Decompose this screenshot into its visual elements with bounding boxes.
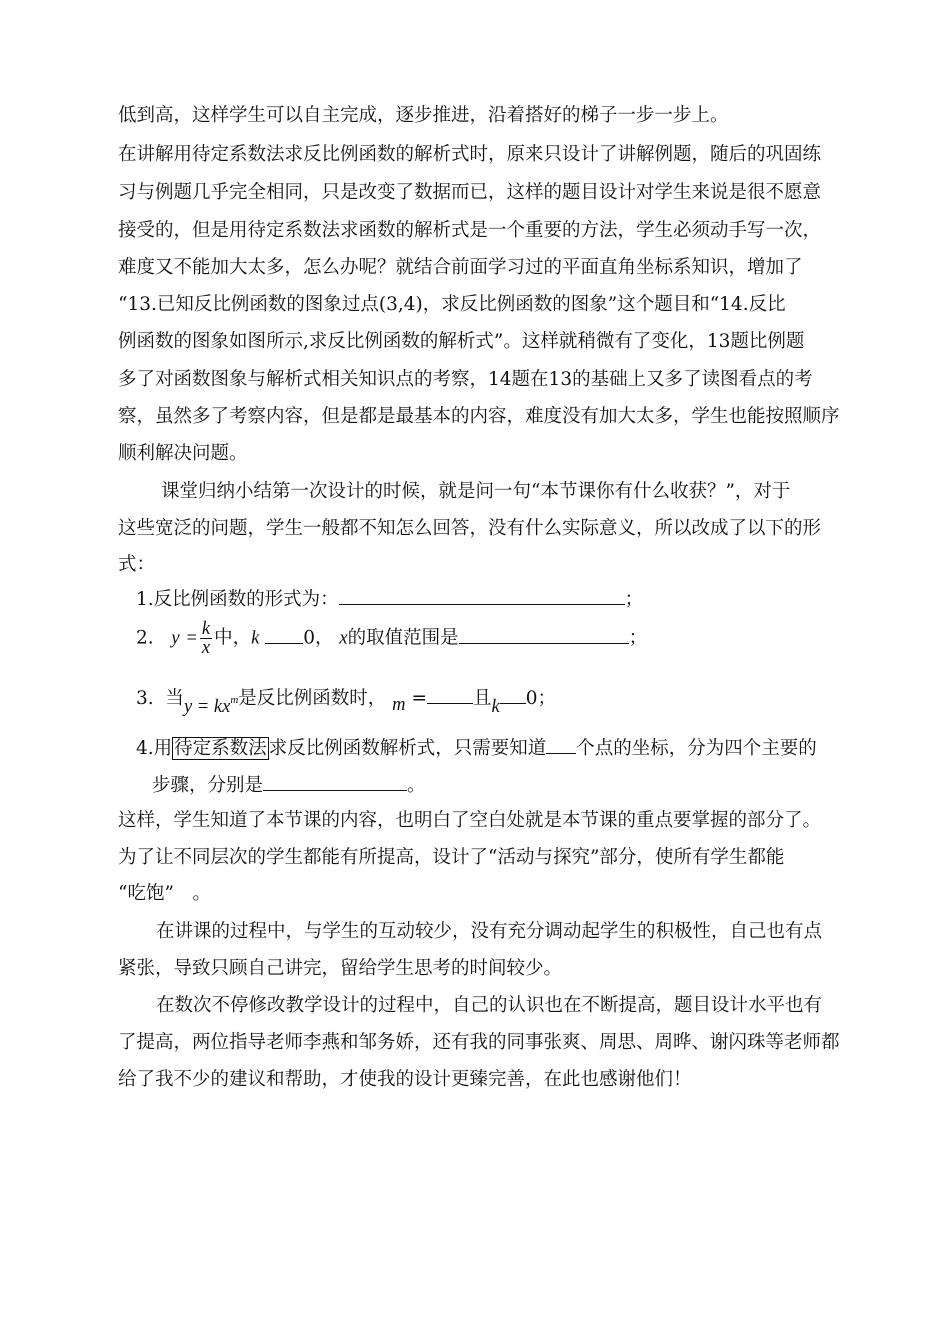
para3-line: “吃饱” 。 bbox=[118, 883, 211, 904]
math-variable-k: k bbox=[491, 697, 500, 717]
para2-line: 课堂归纳小结第一次设计的时候，就是问一句“本节课你有什么收获？”，对于 bbox=[161, 481, 791, 502]
para5-line: 给了我不少的建议和帮助，才使我的设计更臻完善，在此也感谢他们！ bbox=[118, 1069, 692, 1090]
answer-blank[interactable] bbox=[546, 735, 576, 754]
para3-line: 为了让不同层次的学生都能有所提高，设计了“活动与探究”部分，使所有学生都能 bbox=[118, 847, 785, 868]
answer-blank[interactable] bbox=[265, 625, 303, 644]
question-text: 且 bbox=[472, 688, 492, 709]
math-equals: = bbox=[185, 628, 198, 649]
question-text: 0； bbox=[525, 688, 556, 709]
punctuation: ； bbox=[624, 589, 644, 610]
answer-blank[interactable] bbox=[263, 772, 407, 791]
para2-line: 这些宽泛的问题，学生一般都不知怎么回答，没有什么实际意义，所以改成了以下的形 bbox=[118, 518, 822, 539]
question-text: 是反比例函数时， bbox=[238, 688, 387, 709]
summary-question-3 bbox=[136, 677, 556, 717]
fraction-denominator: x bbox=[201, 638, 211, 658]
question-text: 用 bbox=[153, 738, 173, 759]
para1-line: 例函数的图象如图所示,求反比例函数的解析式”。这样就稍微有了变化，13题比例题 bbox=[118, 331, 805, 352]
para1-line: 在讲解用待定系数法求反比例函数的解析式时，原来只设计了讲解例题，随后的巩固练 bbox=[118, 144, 822, 165]
question-text: 步骤，分别是 bbox=[152, 775, 264, 796]
math-variable-x: x bbox=[339, 628, 348, 649]
question-number: 3. bbox=[136, 688, 154, 709]
boxed-term: 待定系数法 bbox=[174, 738, 267, 759]
math-variable-m: m bbox=[392, 695, 406, 715]
para4-line: 在讲课的过程中，与学生的互动较少，没有充分调动起学生的积极性，自己也有点 bbox=[156, 921, 823, 942]
math-variable-y: y bbox=[171, 628, 180, 649]
punctuation: 。 bbox=[407, 775, 426, 796]
expression-exponent: m bbox=[230, 694, 239, 706]
para1-line: 顺利解决问题。 bbox=[118, 443, 248, 464]
question-number: 1. bbox=[136, 589, 154, 610]
question-text: 中， bbox=[214, 627, 252, 649]
para4-line: 紧张，导致只顾自己讲完，留给学生思考的时间较少。 bbox=[118, 958, 563, 979]
para1-line: 察，虽然多了考察内容，但是都是最基本的内容，难度没有加大太多，学生也能按照顺序 bbox=[118, 406, 840, 427]
punctuation: ； bbox=[628, 627, 648, 649]
answer-blank[interactable] bbox=[459, 625, 629, 644]
question-text: 0， bbox=[303, 627, 334, 649]
para5-line: 了提高，两位指导老师李燕和邹务娇，还有我的同事张爽、周思、周晔、谢闪珠等老师都 bbox=[118, 1032, 840, 1053]
math-variable-k: k bbox=[251, 628, 260, 649]
question-number: 2. bbox=[136, 627, 154, 649]
fraction-k-over-x bbox=[200, 620, 212, 657]
question-text: 个点的坐标，分为四个主要的 bbox=[576, 738, 817, 759]
summary-question-2 bbox=[136, 620, 647, 657]
para1-line: “13.已知反比例函数的图象过点(3,4)，求反比例函数的图象”这个题目和“14.反比 bbox=[118, 294, 786, 315]
para2-line: 式： bbox=[118, 554, 156, 575]
answer-blank[interactable] bbox=[339, 586, 625, 605]
question-text: 求反比例函数解析式，只需要知道 bbox=[268, 738, 547, 759]
para5-line: 在数次不停修改教学设计的过程中，自己的认识也在不断提高，题目设计水平也有 bbox=[156, 995, 823, 1016]
expression-base: y = kx bbox=[183, 697, 231, 717]
math-expression bbox=[184, 696, 238, 717]
paragraph-tail: 低到高，这样学生可以自主完成，逐步推进，沿着搭好的梯子一步一步上。 bbox=[118, 105, 729, 126]
summary-question-4-line2 bbox=[152, 772, 426, 798]
answer-blank[interactable] bbox=[500, 685, 526, 704]
fraction-numerator: k bbox=[201, 619, 211, 639]
para3-line: 这样，学生知道了本节课的内容，也明白了空白处就是本节课的重点要掌握的部分了。 bbox=[118, 810, 822, 831]
para1-line: 多了对函数图象与解析式相关知识点的考察，14题在13的基础上又多了读图看点的考 bbox=[118, 369, 813, 390]
para1-line: 接受的，但是用待定系数法求函数的解析式是一个重要的方法，学生必须动手写一次， bbox=[118, 220, 822, 241]
math-equals: = bbox=[411, 688, 427, 709]
summary-question-1 bbox=[136, 586, 643, 612]
question-text: 反比例函数的形式为： bbox=[153, 589, 339, 610]
question-text: 的取值范围是 bbox=[347, 627, 459, 649]
para1-line: 难度又不能加大太多，怎么办呢？就结合前面学习过的平面直角坐标系知识，增加了 bbox=[118, 257, 803, 278]
summary-question-4 bbox=[136, 735, 817, 761]
answer-blank[interactable] bbox=[427, 685, 473, 704]
question-text: 当 bbox=[165, 688, 184, 709]
para1-line: 习与例题几乎完全相同，只是改变了数据而已，这样的题目设计对学生来说是很不愿意 bbox=[118, 182, 822, 203]
question-number: 4. bbox=[136, 738, 154, 759]
